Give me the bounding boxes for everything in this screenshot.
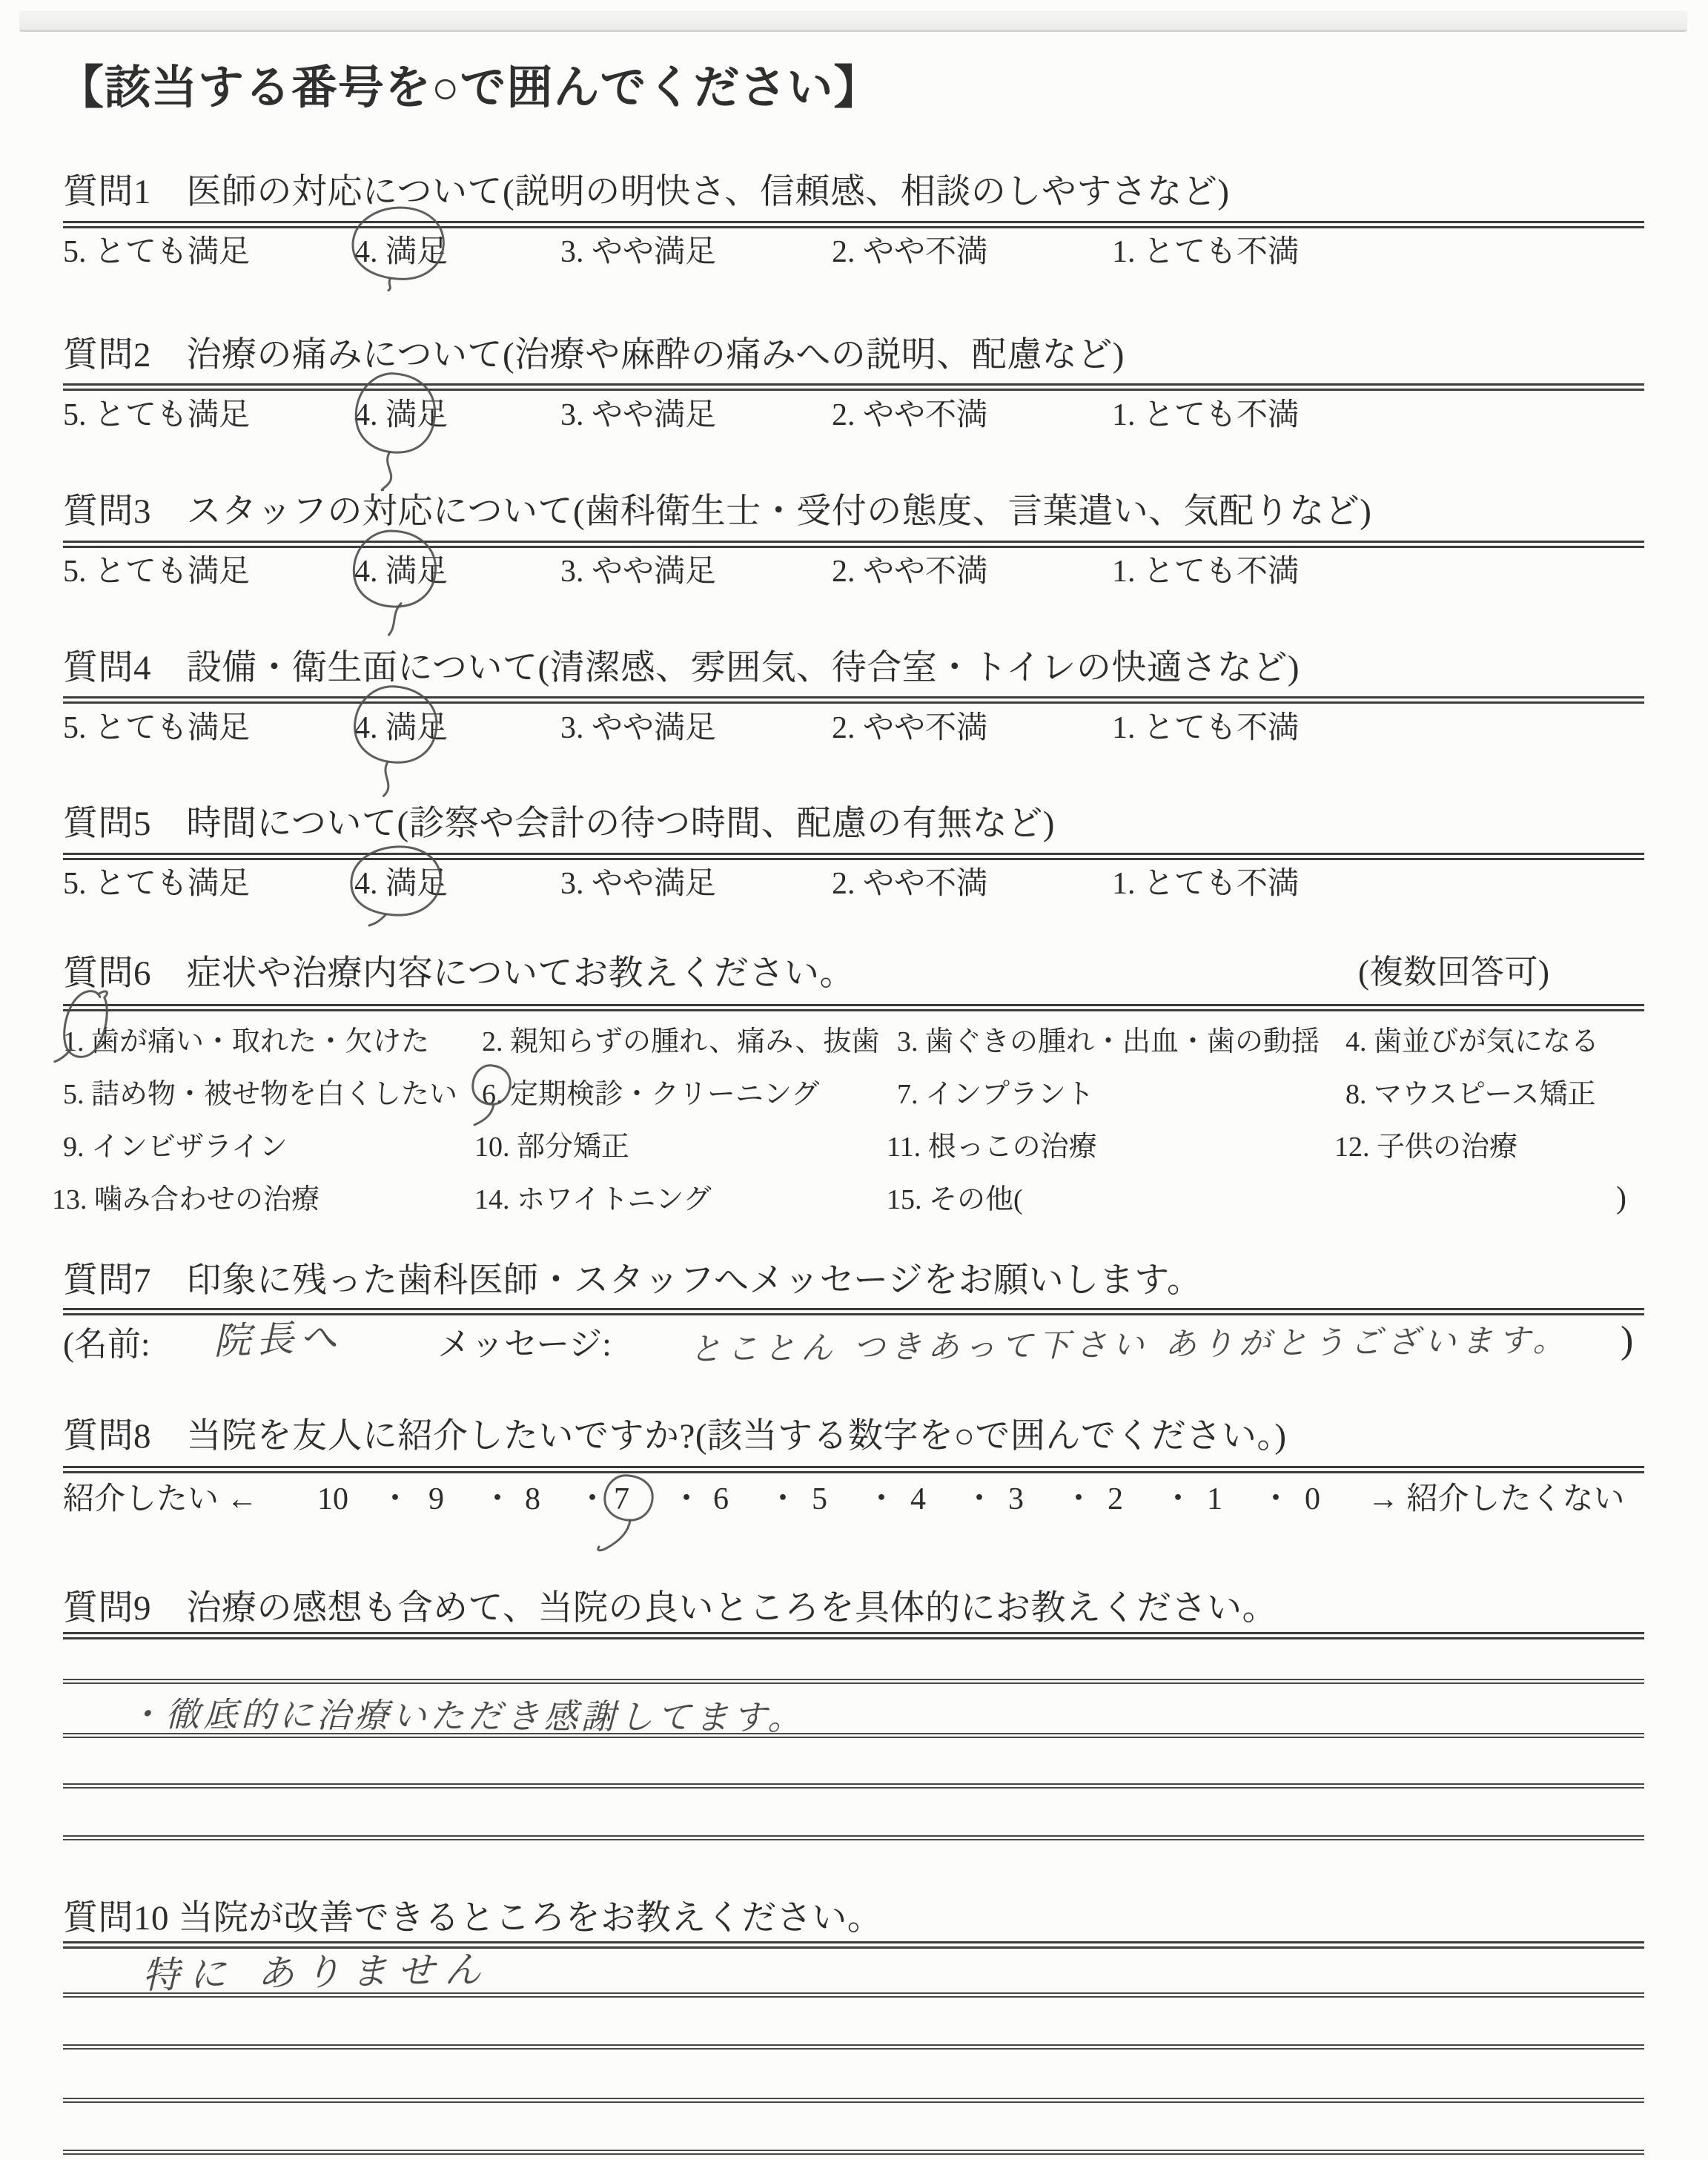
q2-option-1: 1. とても不満 [1112, 398, 1300, 432]
page-title: 【該当する番号を○で囲んでください】 [58, 63, 881, 113]
q8-number-7: 7 [614, 1482, 629, 1516]
q8-number-5: 5 [812, 1482, 827, 1516]
q6-option-6: 6. 定期検診・クリーニング [482, 1079, 820, 1110]
q5-option-5: 5. とても満足 [63, 867, 251, 901]
divider [63, 1466, 1644, 1473]
question-10-title: 質問10 当院が改善できるところをお教えください。 [63, 1899, 883, 1938]
writing-line [63, 1992, 1644, 1998]
divider [63, 221, 1644, 228]
handwritten-circle-q2 [346, 369, 446, 492]
q8-dot: ・ [380, 1482, 411, 1516]
q8-dot: ・ [1063, 1482, 1095, 1516]
handwritten-circle-q8-number-7 [590, 1473, 663, 1553]
q10-answer-handwriting: 特に ありません [142, 1947, 491, 1998]
q6-option-1: 1. 歯が痛い・取れた・欠けた [63, 1026, 430, 1057]
q6-option-2: 2. 親知らずの腫れ、痛み、抜歯 [482, 1026, 880, 1057]
writing-line [63, 1679, 1644, 1684]
q4-option-1: 1. とても不満 [1112, 711, 1300, 745]
scan-artifact-band [19, 10, 1687, 32]
q6-option-12: 12. 子供の治療 [1334, 1132, 1518, 1163]
question-7-title: 質問7 印象に残った歯科医師・スタッフへメッセージをお願いします。 [63, 1261, 1202, 1300]
q8-dot: ・ [1162, 1482, 1194, 1516]
q6-option-5: 5. 詰め物・被せ物を白くしたい [63, 1079, 458, 1110]
q2-option-4: 4. 満足 [354, 398, 448, 432]
q6-option-11: 11. 根っこの治療 [887, 1132, 1097, 1163]
writing-line [63, 1733, 1644, 1738]
q2-option-2: 2. やや不満 [832, 398, 988, 432]
divider [63, 1632, 1644, 1639]
q8-number-1: 1 [1207, 1482, 1222, 1516]
q8-dot: ・ [1260, 1482, 1292, 1516]
q8-number-6: 6 [713, 1482, 729, 1516]
question-6-title: 質問6 症状や治療内容についてお教えください。 [63, 954, 855, 993]
q8-dot: ・ [482, 1482, 514, 1516]
q5-option-1: 1. とても不満 [1112, 867, 1300, 901]
question-8-title: 質問8 当院を友人に紹介したいですか?(該当する数字を○で囲んでください。) [63, 1417, 1287, 1456]
question-5-title: 質問5 時間について(診察や会計の待つ時間、配慮の有無など) [63, 805, 1055, 843]
q4-option-3: 3. やや満足 [560, 711, 717, 745]
q4-option-4: 4. 満足 [354, 711, 448, 745]
divider [63, 383, 1644, 391]
q3-option-1: 1. とても不満 [1112, 555, 1300, 589]
q8-dot: ・ [767, 1482, 799, 1516]
divider [63, 853, 1644, 860]
writing-line [63, 2150, 1644, 2155]
question-3-title: 質問3 スタッフの対応について(歯科衛生士・受付の態度、言葉遣い、気配りなど) [63, 492, 1372, 531]
q2-option-3: 3. やや満足 [560, 398, 717, 432]
q6-option-13: 13. 噛み合わせの治療 [52, 1184, 320, 1215]
q6-option-10: 10. 部分矯正 [474, 1132, 630, 1163]
q1-option-3: 3. やや満足 [560, 235, 717, 269]
q7-name-label: (名前: [63, 1326, 150, 1363]
q3-option-5: 5. とても満足 [63, 555, 251, 589]
handwritten-circle-q5 [344, 842, 446, 928]
q8-number-0: 0 [1305, 1482, 1320, 1516]
q8-number-9: 9 [428, 1482, 444, 1516]
q4-option-2: 2. やや不満 [832, 711, 988, 745]
q6-option-14: 14. ホワイトニング [474, 1184, 712, 1215]
q6-option-8: 8. マウスピース矯正 [1345, 1079, 1596, 1110]
q4-option-5: 5. とても満足 [63, 711, 251, 745]
handwritten-circle-q6-option-1 [52, 982, 115, 1069]
q7-message-handwriting: とことん つきあって下さい ありがとうございます。 [689, 1321, 1570, 1369]
q8-dot: ・ [577, 1482, 609, 1516]
divider [63, 696, 1644, 704]
q8-label-want-to-refer: 紹介したい ← [63, 1482, 258, 1516]
writing-line [63, 2044, 1644, 2050]
q5-option-2: 2. やや不満 [832, 867, 988, 901]
q6-option-15: 15. その他( [887, 1184, 1023, 1215]
q1-option-2: 2. やや不満 [832, 235, 988, 269]
q9-answer-handwriting: ・徹底的に治療いただき感謝してます。 [127, 1694, 806, 1738]
q8-number-8: 8 [525, 1482, 540, 1516]
q7-name-handwriting: 院長へ [213, 1315, 344, 1364]
q3-option-3: 3. やや満足 [560, 555, 717, 589]
q6-other-close-paren: ) [1616, 1181, 1626, 1215]
q6-option-3: 3. 歯ぐきの腫れ・出血・歯の動揺 [897, 1026, 1320, 1057]
q6-option-4: 4. 歯並びが気になる [1345, 1026, 1600, 1057]
handwritten-circle-q6-option-6 [467, 1063, 514, 1128]
handwritten-circle-q1 [344, 200, 451, 294]
question-9-title: 質問9 治療の感想も含めて、当院の良いところを具体的にお教えください。 [63, 1589, 1278, 1628]
q3-option-4: 4. 満足 [354, 555, 448, 589]
divider [63, 1004, 1644, 1011]
q1-option-5: 5. とても満足 [63, 235, 251, 269]
handwritten-circle-q4 [343, 681, 447, 803]
q6-option-7: 7. インプラント [897, 1079, 1095, 1110]
q3-option-2: 2. やや不満 [832, 555, 988, 589]
q5-option-4: 4. 満足 [354, 867, 448, 901]
question-1-title: 質問1 医師の対応について(説明の明快さ、信頼感、相談のしやすさなど) [63, 173, 1230, 211]
q8-dot: ・ [964, 1482, 996, 1516]
q8-number-10: 10 [317, 1482, 348, 1516]
q6-option-9: 9. インビザライン [63, 1132, 288, 1163]
q8-label-do-not-refer: → 紹介したくない [1368, 1482, 1625, 1516]
q5-option-3: 3. やや満足 [560, 867, 717, 901]
divider [63, 541, 1644, 548]
handwritten-circle-q3 [343, 525, 446, 640]
question-4-title: 質問4 設備・衛生面について(清潔感、雰囲気、待合室・トイレの快適さなど) [63, 649, 1300, 687]
q6-multi-answer-note: (複数回答可) [1358, 954, 1550, 991]
q1-option-1: 1. とても不満 [1112, 235, 1300, 269]
question-2-title: 質問2 治療の痛みについて(治療や麻酔の痛みへの説明、配慮など) [63, 336, 1125, 374]
writing-line [63, 1835, 1644, 1840]
q8-dot: ・ [866, 1482, 898, 1516]
q8-number-3: 3 [1008, 1482, 1024, 1516]
q7-close-paren: ) [1621, 1319, 1634, 1361]
writing-line [63, 2098, 1644, 2103]
q1-option-4: 4. 満足 [354, 235, 448, 269]
q2-option-5: 5. とても満足 [63, 398, 251, 432]
q7-message-label: メッセージ: [437, 1326, 612, 1363]
q8-dot: ・ [671, 1482, 703, 1516]
writing-line [63, 1783, 1644, 1789]
q8-number-4: 4 [910, 1482, 926, 1516]
q8-number-2: 2 [1108, 1482, 1123, 1516]
